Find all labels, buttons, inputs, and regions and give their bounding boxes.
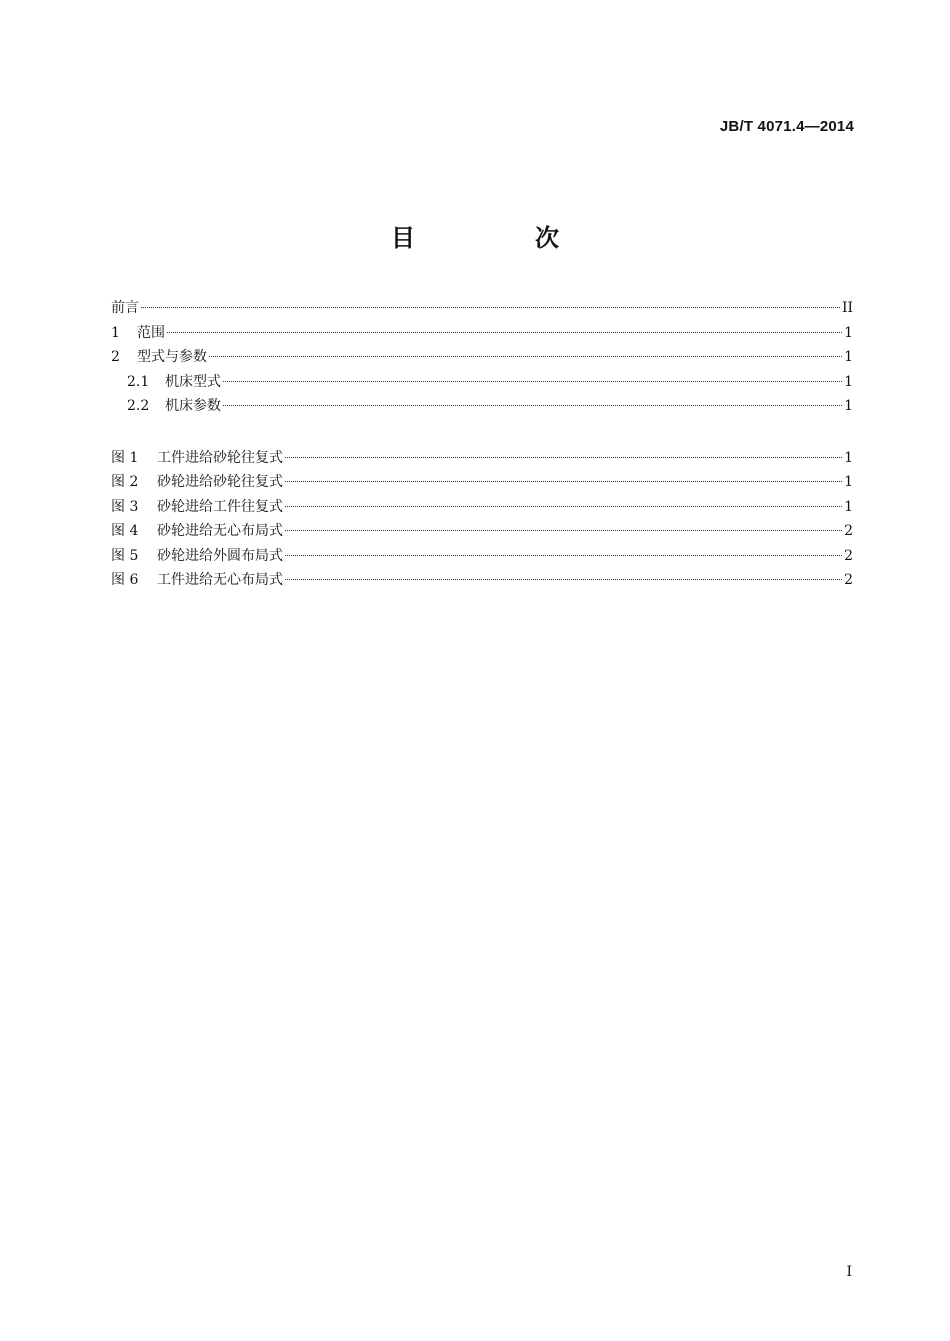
figure-label: 工件进给砂轮往复式 (157, 449, 283, 466)
toc-entry-label: 范围 (137, 324, 165, 341)
dot-leader (285, 481, 842, 482)
figure-number: 图 4 (111, 523, 139, 539)
dot-leader (141, 307, 840, 308)
figure-entry[interactable] (111, 544, 853, 569)
figure-label: 砂轮进给工件往复式 (157, 498, 283, 515)
dot-leader (223, 381, 842, 382)
document-code: JB/T 4071.4—2014 (719, 118, 854, 135)
dot-leader (285, 530, 842, 531)
dot-leader (285, 555, 842, 556)
toc-entry-types-parameters[interactable] (111, 345, 853, 370)
figure-entry[interactable] (111, 446, 853, 471)
figure-number: 图 2 (111, 474, 139, 490)
figure-label: 工件进给无心布局式 (157, 572, 283, 588)
figure-label: 砂轮进给外圆布局式 (157, 547, 283, 564)
toc-entry-page: 1 (844, 349, 853, 365)
toc-entry-label: 机床参数 (165, 398, 221, 414)
toc-entry-label: 前言 (111, 300, 139, 316)
section-gap (111, 419, 853, 446)
figure-page: 2 (844, 523, 853, 539)
toc-entry-number: 2 (111, 349, 120, 365)
toc-entry-number: 2.2 (127, 398, 150, 414)
page-number: I (846, 1264, 852, 1280)
toc-entry-number: 2.1 (127, 373, 150, 390)
toc-entry-page: II (841, 300, 853, 316)
toc-entry-page: 1 (844, 398, 853, 414)
figure-label: 砂轮进给无心布局式 (157, 523, 283, 539)
toc-entry-machine-parameters[interactable] (111, 394, 853, 419)
figure-number: 图 1 (111, 449, 139, 466)
toc-entry-number: 1 (111, 324, 120, 341)
dot-leader (285, 579, 842, 580)
figure-entry[interactable] (111, 519, 853, 544)
toc-entry-label: 机床型式 (165, 373, 221, 390)
figure-entry[interactable] (111, 495, 853, 520)
figure-page: 1 (844, 498, 853, 515)
figure-page: 1 (844, 474, 853, 490)
dot-leader (285, 457, 842, 458)
toc-entry-label: 型式与参数 (137, 349, 207, 365)
figure-label: 砂轮进给砂轮往复式 (157, 474, 283, 490)
figure-number: 图 3 (111, 498, 139, 515)
toc-entry-scope[interactable] (111, 321, 853, 346)
dot-leader (167, 332, 842, 333)
page-title: 目 次 (391, 224, 607, 252)
toc-entry-preface[interactable] (111, 296, 853, 321)
table-of-contents (111, 296, 853, 593)
figure-number: 图 6 (111, 572, 139, 588)
figure-page: 1 (844, 449, 853, 466)
dot-leader (209, 356, 842, 357)
figure-entry[interactable] (111, 568, 853, 593)
figure-page: 2 (844, 547, 853, 564)
dot-leader (223, 405, 842, 406)
figure-number: 图 5 (111, 547, 139, 564)
figure-entry[interactable] (111, 470, 853, 495)
toc-entry-page: 1 (844, 324, 853, 341)
toc-entry-page: 1 (844, 373, 853, 390)
figure-page: 2 (844, 572, 853, 588)
dot-leader (285, 506, 842, 507)
toc-entry-machine-types[interactable] (111, 370, 853, 395)
